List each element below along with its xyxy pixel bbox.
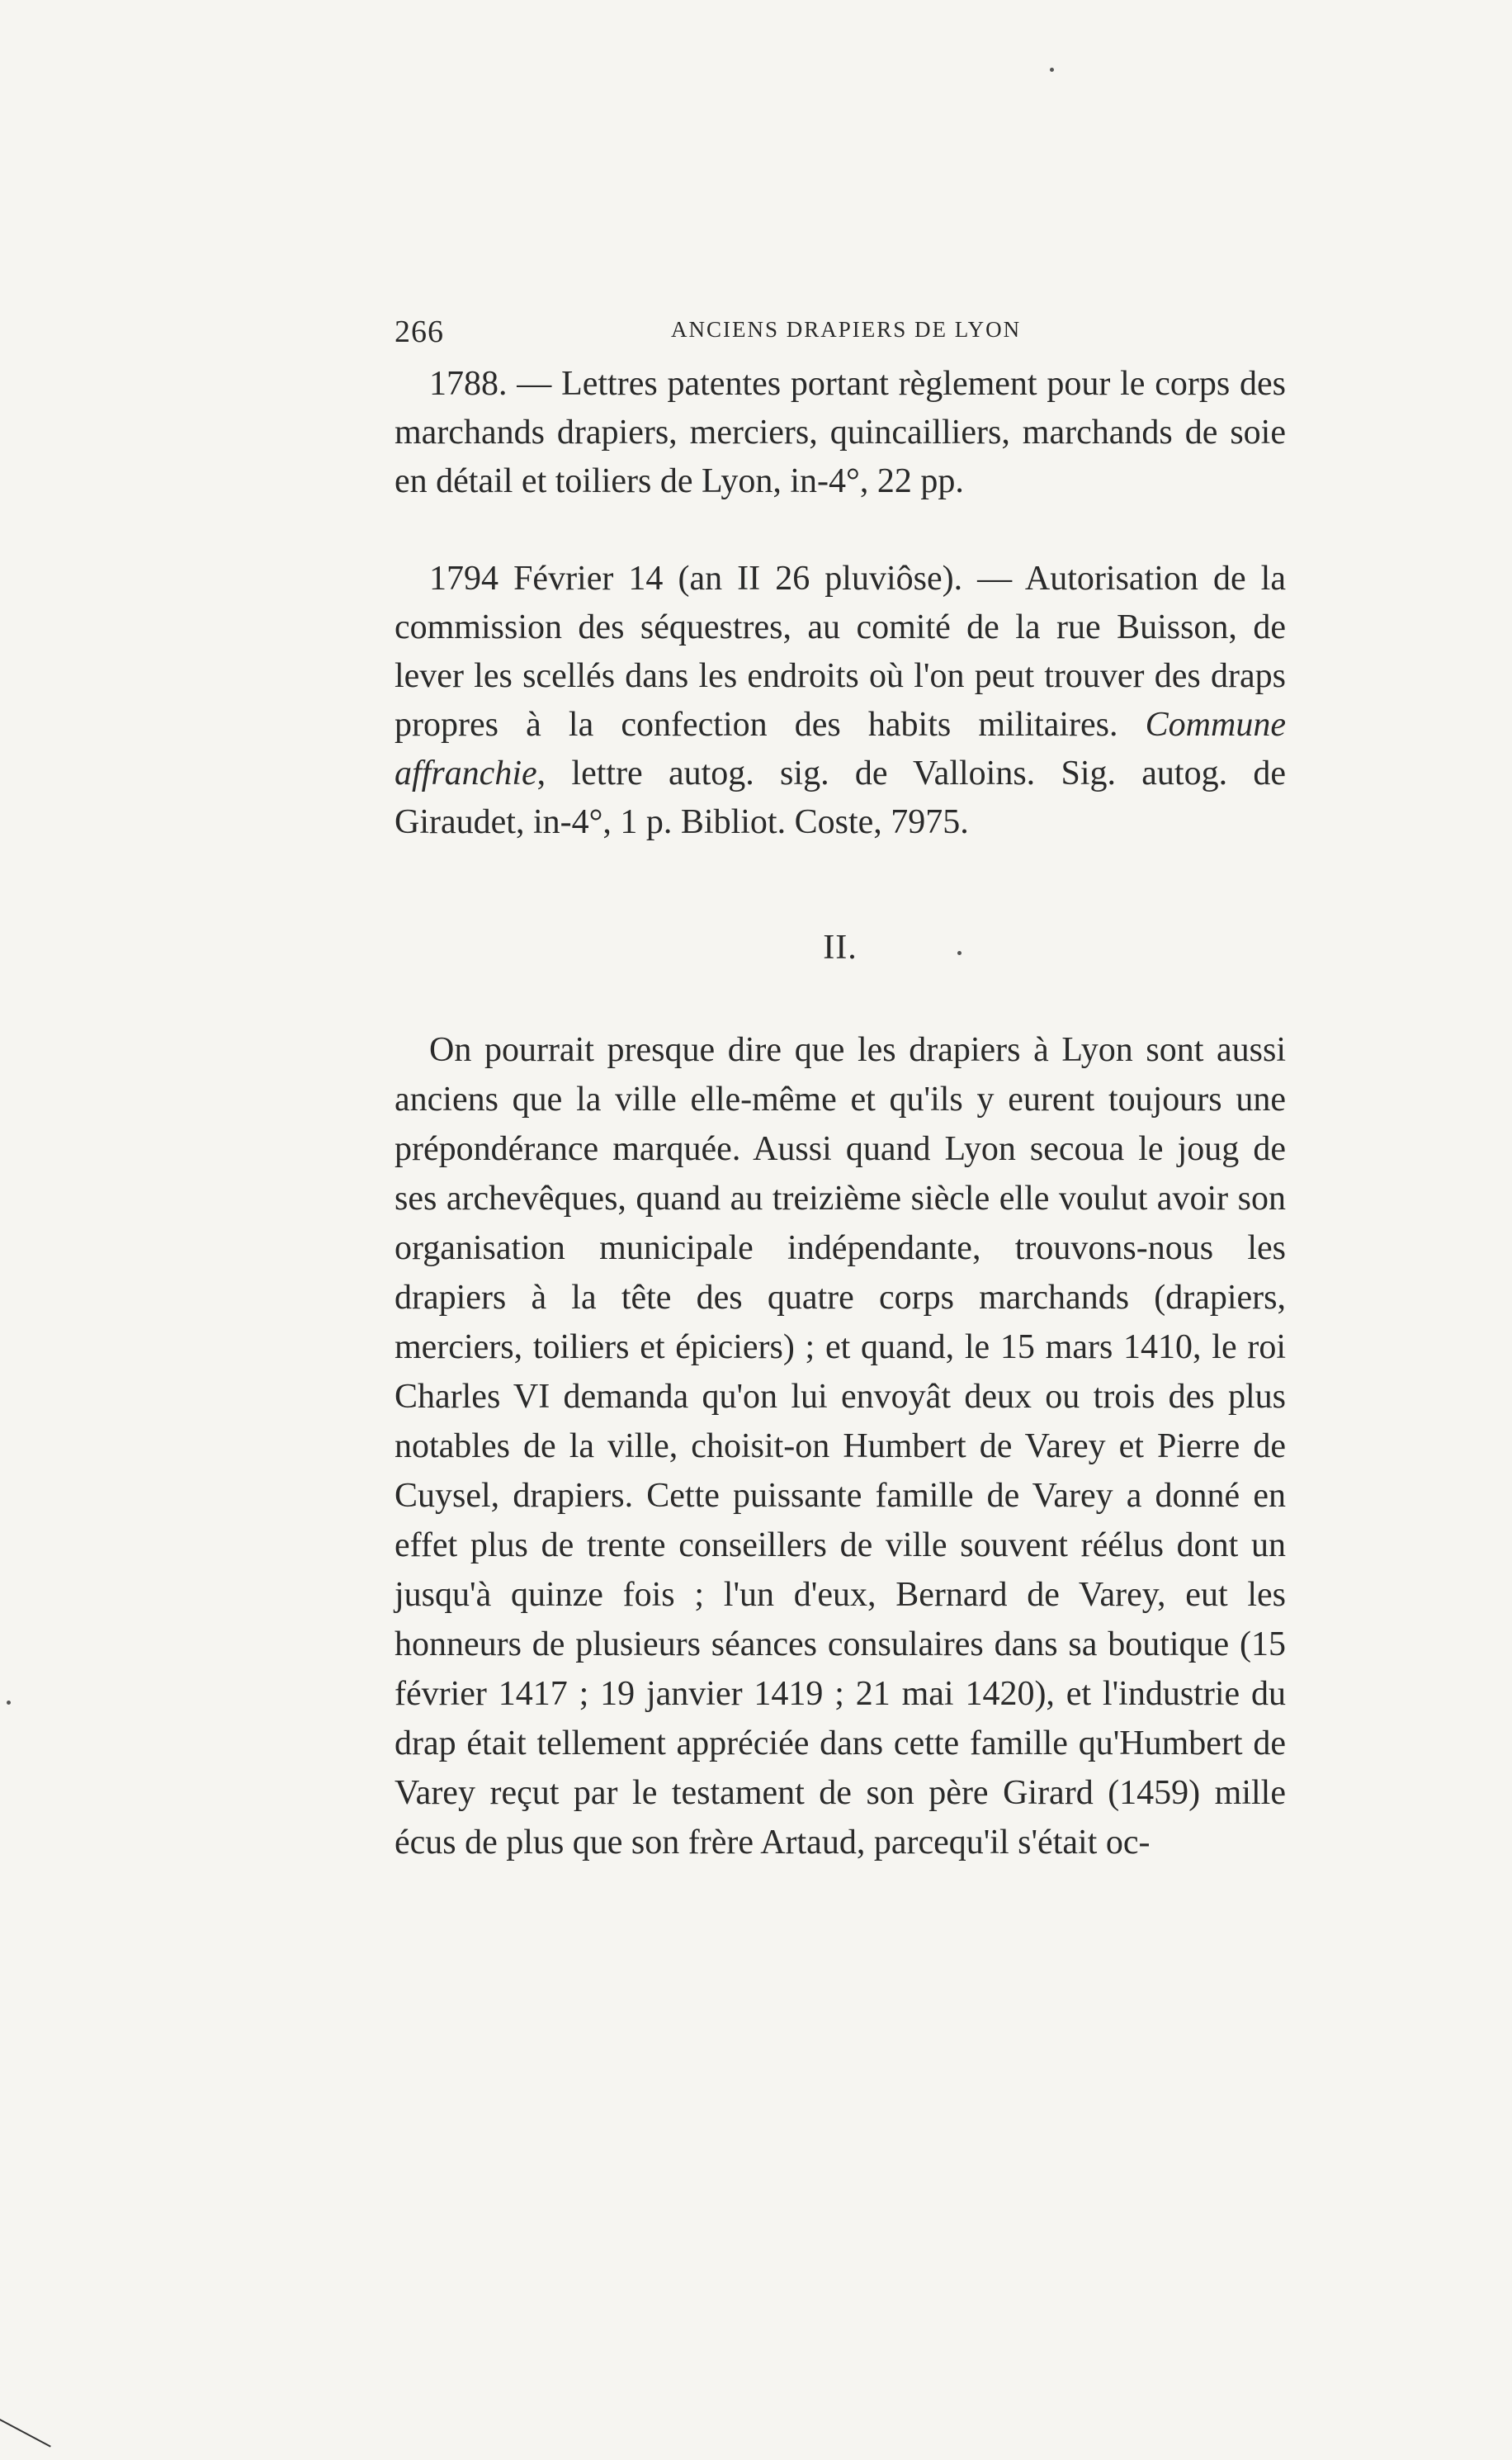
entry-text bbox=[395, 555, 1286, 847]
entry-italic-title: Commune affranchie bbox=[395, 706, 1286, 792]
entry-text-part: 1794 Février 14 (an II 26 pluviôse). — Autorisation de la commission des séquestres, au comité de la rue Buisson, de lever les scellés dans les endroits où l'on peut trouver des draps propres à la confection des habits militaires. bbox=[395, 560, 1286, 744]
section-heading: II. bbox=[823, 929, 858, 967]
running-title: ANCIENS DRAPIERS DE LYON bbox=[671, 317, 1022, 342]
ink-speck bbox=[957, 951, 962, 955]
entry-text-part: , lettre autog. sig. de Valloins. Sig. autog. de Giraudet, in-4°, 1 p. Bibliot. Coste, 7975. bbox=[395, 755, 1286, 841]
body-paragraph bbox=[395, 1025, 1286, 1867]
page-number: 266 bbox=[395, 315, 444, 349]
page-edge-mark bbox=[0, 2419, 51, 2448]
ink-speck bbox=[7, 1701, 11, 1705]
bibliography-entry-1788 bbox=[395, 360, 1286, 506]
ink-speck bbox=[1050, 68, 1054, 72]
entry-text: 1788. — Lettres patentes portant règlement pour le corps des marchands drapiers, merciers, quincailliers, marchands de soie en détail et toiliers de Lyon, in-4°, 22 pp. bbox=[395, 365, 1286, 500]
paragraph-text: On pourrait presque dire que les drapiers à Lyon sont aussi anciens que la ville elle-même et qu'ils y eurent toujours une prépondérance marquée. Aussi quand Lyon secoua le joug de ses archevêques, quand au treizième siècle elle voulut avoir son organisation municipale indépendante, trouvons-nous les drapiers à la tête des quatre corps marchands (drapiers, merciers, toiliers et épiciers) ; et quand, le 15 mars 1410, le roi Charles VI demanda qu'on lui envoyât deux ou trois des plus notables de la ville, choisit-on Humbert de Varey et Pierre de Cuysel, drapiers. Cette puissante famille de Varey a donné en effet plus de trente conseillers de ville souvent réélus dont un jusqu'à quinze fois ; l'un d'eux, Bernard de Varey, eut les honneurs de plusieurs séances consulaires dans sa boutique (15 février 1417 ; 19 janvier 1419 ; 21 mai 1420), et l'industrie du drap était tellement appréciée dans cette famille qu'Humbert de Varey reçut par le testament de son père Girard (1459) mille écus de plus que son frère Artaud, parcequ'il s'était oc- bbox=[395, 1031, 1286, 1862]
page-header bbox=[395, 305, 1286, 355]
bibliography-entry-1794 bbox=[395, 555, 1286, 847]
